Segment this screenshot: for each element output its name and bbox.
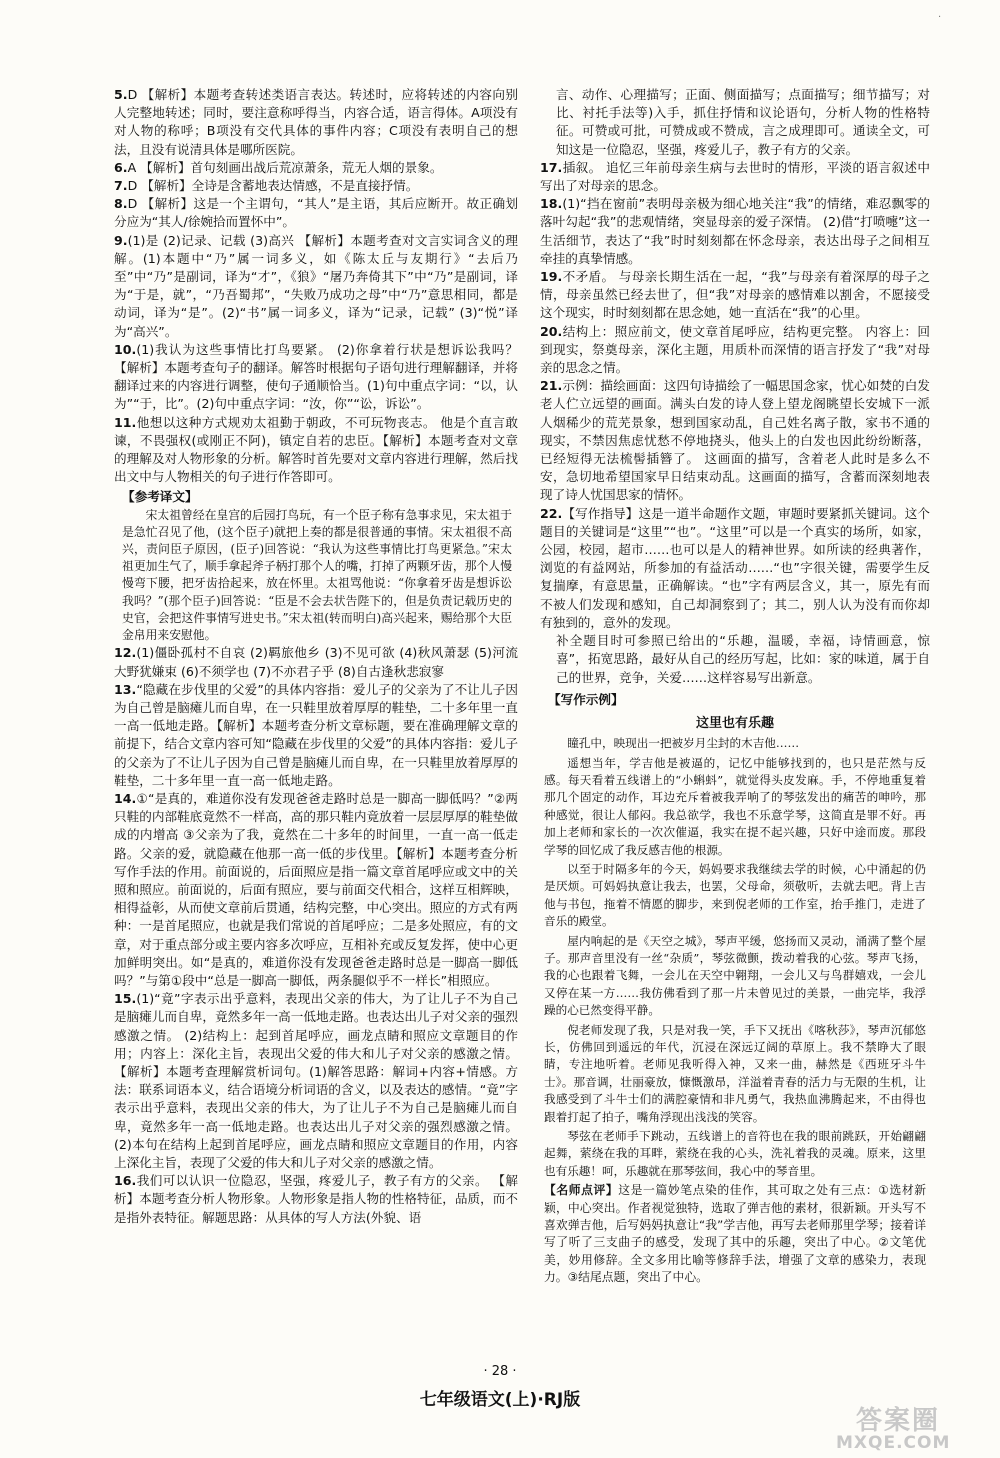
answer-number: 18.	[540, 196, 563, 212]
answer-item	[114, 681, 518, 790]
answer-item	[114, 1172, 518, 1227]
answer-item	[114, 644, 518, 680]
answer-text: ①“是真的，难道你没有发现爸爸走路时总是一脚高一脚低吗？”②两只鞋的内部鞋底竟然不一样高，高的那只鞋内竟放着一层层厚厚的鞋垫做成的内增高 ③父亲为了我，竟然在二十多年的时间里，一直一高一低走路。父亲的爱，就隐藏在他那一高一低的步伐里。【解析】本题考查分析写作手法的作用。前面说的，后面照应是指一篇文章首尾呼应或文中的关照和照应。前面说的，后面有照应，要与前面交代相合，这样互相辉映，相得益彰，从而使文章前后贯通，结构完整，中心突出。照应的方式有两种：一是首尾照应，也就是我们常说的首尾呼应；二是多处照应，有的文章，对于重点部分或主要内容多次呼应，互相补充或反复发挥，使中心更加鲜明突出。如“是真的，难道你没有发现爸爸走路时总是一脚高一脚低吗？”与第①段中“总是一脚高一脚低，两条腿似乎不一样长”相照应。	[114, 790, 518, 988]
answer-number: 11.	[114, 414, 137, 430]
answer-item	[540, 377, 930, 504]
answer-item	[540, 632, 930, 687]
answer-item	[114, 159, 518, 177]
answer-text: “隐藏在步伐里的父爱”的具体内容指：爱儿子的父亲为了不让儿子因为自己曾是脑瘫儿而自卑，在一只鞋里放着厚厚的鞋垫，二十多年里一直一高一低地走路。【解析】本题考查分析文章标题，要在准确理解文章的前提下，结合文章内容可知“隐藏在步伐里的父爱”的具体内容指：爱儿子的父亲为了不让儿子因为自己曾是脑瘫儿而自卑，在一只鞋里放着厚厚的鞋垫，二十多年里一直一高一低地走路。	[114, 681, 518, 788]
answer-number: 5.	[114, 87, 128, 102]
answer-text: A 【解析】首句刻画出战后荒凉萧条，荒无人烟的景象。	[127, 159, 443, 175]
answer-number: 19.	[540, 269, 563, 285]
left-answer-list-2	[114, 644, 518, 1227]
answer-text: D 【解析】全诗是含蓄地表达情感，不是直接抒情。	[127, 178, 419, 194]
left-column	[114, 86, 518, 1227]
translation-text: 宋太祖曾经在皇宫的后园打鸟玩，有一个臣子称有急事求见，宋太祖于是急忙召见了他，(这个臣子)就把上奏的都是很普通的事情。宋太祖很不高兴，责问臣子原因，(臣子)回答说：“我认为这些事情比打鸟更紧急。”宋太祖更加生气了，顺手拿起斧子柄打那个人的嘴，打掉了两颗牙齿，那个人慢慢弯下腰，把牙齿拾起来，放在怀里。太祖骂他说：“你拿着牙齿是想诉讼我吗？”(那个臣子)回答说：“臣是不会去状告陛下的，但是负责记载历史的史官，会把这件事情写进史书。”宋太祖(转而明白)高兴起来，赐给那个大臣金帛用来安慰他。	[122, 507, 512, 643]
answer-number: 12.	[114, 645, 137, 661]
answer-text: (1)僵卧孤村不自哀 (2)羁旅他乡 (3)不见可欲 (4)秋风萧瑟 (5)河流大野犹嫌束 (6)不须学也 (7)不亦君子乎 (8)自古逢秋悲寂寥	[114, 645, 518, 679]
answer-item	[114, 790, 518, 990]
answer-item	[540, 505, 930, 632]
answer-text: 【写作指导】这是一道半命题作文题，审题时要紧抓关键词。这个题目的关键词是“这里”“也”。“这里”可以是一个真实的场所，如家，公园，校园，超市……也可以是人的精神世界。如所读的经典著作，浏览的有益网站，所参加的有益活动……“也”字很关键，需要学生反复揣摩，有意思量，正确解读。“也”字有两层含义，其一，原先有而不被人们发现和感知，自己却洞察到了；其二，别人认为没有而你却有独到的，意外的发现。	[540, 505, 930, 630]
essay-paragraph: 遥想当年，学吉他是被逼的，记忆中能够找到的，也只是茫然与反感。每天看着五线谱上的“小蝌蚪”，就觉得头皮发麻。手，不停地重复着那几个固定的动作，耳边充斥着被我弄响了的琴弦发出的痛苦的呻吟，那种感觉，很让人郁闷。我总欲学，我也不乐意学琴，这简直是罪不好。再加上老师和家长的一次次催逼，我实在提不起兴趣，只好中途而废。那段学琴的回忆成了我反感吉他的根源。	[544, 755, 926, 857]
answer-text: 示例：描绘画面：这四句诗描绘了一幅思国念家，忧心如焚的白发老人伫立远望的画面。满头白发的诗人登上望龙阁眺望长安城下一派人烟稀少的荒芜景象，想到国家动乱，自己姓名离子散，家书不通的现实，不禁因焦虑忧愁不停地挠头，他头上的白发也因此纷纷断落，已经短得无法梳髻插簪了。 这画面的描写，含着老人此时是多么不安，急切地希望国家早日结束动乱。这画面的描写，含蓄而深刻地表现了诗人忧国思家的情怀。	[540, 378, 930, 503]
translation-heading: 【参考译文】	[122, 489, 198, 505]
answer-text: (1)我认为这些事情比打鸟要紧。 (2)你拿着行状是想诉讼我吗？ 【解析】本题考查句子的翻译。解答时根据句子语句进行理解翻译，并将翻译过来的内容进行调整，使句子通顺恰当。(1)句中重点字词：“以，认为”“于，比”。(2)句中重点字词：“汝，你”“讼，诉讼”。	[114, 341, 518, 412]
essay-paragraph: 琴弦在老师手下跳动，五线谱上的音符也在我的眼前跳跃，开始翩翩起舞，萦绕在我的耳畔，萦绕在我的心头，洗礼着我的灵魂。原来，这里也有乐趣！呵，乐趣就在那琴弦间，我心中的琴音里。	[544, 1129, 926, 1178]
answer-number: 8.	[114, 196, 128, 212]
answer-item	[540, 86, 930, 159]
essay-paragraph: 倪老师发现了我，只是对我一笑，手下又抚出《喀秋莎》，琴声沉郁悠长，仿佛回到遥远的年代，沉浸在深远辽阔的草原上。我不禁睁大了眼睛，专注地听着。老师见我听得入神，又来一曲，赫然是《西班牙斗牛士》。那音调，壮丽豪放，慷慨激昂，洋溢着青春的活力与无限的生机，让我感受到了斗牛士们的满腔豪情和非凡勇气，我热血沸腾起来，不由得也跟着打起了拍子，嘴角浮现出浅浅的笑容。	[544, 1022, 926, 1124]
answer-text: D 【解析】本题考查转述类语言表达。转述时，应将转述的内容向别人完整地转述；同时，要注意称呼得当，内容合适，语言得体。A项没有对人物的称呼；B项没有交代具体的事件内容；C项没有表明自己的想法，且没有说清具体是哪所医院。	[114, 87, 518, 157]
answer-item	[114, 990, 518, 1172]
teacher-comment	[540, 1182, 930, 1286]
answer-text: D 【解析】这是一个主谓句，“其人”是主语，其后应断开。故正确划分应为“其人/徐婉拾而置怀中”。	[114, 196, 518, 230]
answer-item	[114, 177, 518, 195]
answer-text: 结构上：照应前文，使文章首尾呼应，结构更完整。 内容上：回到现实，祭奠母亲，深化主题，用质朴而深情的语言抒发了“我”对母亲的思念之情。	[540, 323, 930, 376]
page-number: · 28 ·	[483, 1364, 517, 1379]
answer-item	[114, 414, 518, 487]
right-answer-list	[540, 86, 930, 687]
answer-item	[540, 159, 930, 195]
answer-text: 我们可以认识一位隐忍，坚强，疼爱儿子，教子有方的父亲。 【解析】本题考查分析人物形象。人物形象是指人物的性格特征，品质，而不是指外表特征。解题思路：从具体的写人方法(外貌、语	[114, 1173, 518, 1225]
answer-text: (1)“挡在窗前”表明母亲极为细心地关注“我”的情绪，难忍飘零的落叶勾起“我”的悲观情绪，突显母亲的爱子深情。 (2)借“打喷嚏”这一生活细节，表达了“我”时时刻刻都在怀念母亲，表达出母子之间相互牵挂的真挚情感。	[540, 196, 930, 266]
answer-number: 21.	[540, 378, 563, 394]
answer-item	[114, 86, 518, 159]
answer-item	[114, 232, 518, 341]
answer-item	[540, 268, 930, 323]
answer-number: 7.	[114, 178, 128, 194]
answer-item	[540, 323, 930, 378]
essay-paragraph: 瞳孔中，映现出一把被岁月尘封的木吉他……	[567, 736, 800, 751]
answer-number: 22.	[540, 505, 563, 521]
answer-number: 15.	[114, 991, 137, 1007]
essay-body	[540, 735, 930, 1180]
watermark-url: MXQE.COM	[836, 1433, 951, 1453]
answer-number: 16.	[114, 1173, 137, 1189]
answer-number: 14.	[114, 790, 137, 806]
answer-text: (1)是 (2)记录、记载 (3)高兴 【解析】本题考查对文言实词含义的理解。(1)本题中“乃”属一词多义，如《陈太丘与友期行》“去后乃至”中“乃”是副词，译为“才”，《狼》“屠乃奔倚其下”中“乃”是副词，译为“于是，就”，“乃吾蜀邦”，“失败乃成功之母”中“乃”意思相同，都是动词，译为“是”。(2)“书”属一词多义，译为“记录，记载” (3)“悦”译为“高兴”。	[114, 232, 518, 339]
answer-item	[540, 195, 930, 268]
answer-text: 补全题目时可参照已给出的“乐趣，温暖，幸福，诗情画意，惊喜”，拓宽思路，最好从自己的经历写起，比如：家的味道，属于自己的世界，竞争，关爱……这样容易写出新意。	[556, 633, 930, 685]
answer-text: 他想以这种方式规劝太祖勤于朝政，不可玩物丧志。 他是个直言敢谏，不畏强权(或刚正不阿)，镇定自若的忠臣。【解析】本题考查对文章的理解及对人物形象的分析。解答时首先要对文章内容进行理解，然后找出文中与人物相关的句子进行作答即可。	[114, 414, 518, 485]
watermark-logo: 答案圈	[856, 1406, 941, 1436]
answer-number: 9.	[114, 232, 128, 248]
comment-heading: 【名师点评】	[544, 1183, 619, 1198]
right-column	[540, 86, 930, 1287]
essay-example	[540, 691, 930, 1287]
comment-text: 这是一篇妙笔点染的佳作，其可取之处有三点：①选材新颖，中心突出。作者视觉独特，选取了弹吉他的素材，很新颖。开头写不喜欢弹吉他，后写妈妈执意让“我”学吉他，再写去老师那里学琴；接着详写了听了三支曲子的感受，发现了其中的乐趣，突出了中心。②文笔优美，妙用修辞。全文多用比喻等修辞手法，增强了文章的感染力，表现力。③结尾点题，突出了中心。	[544, 1183, 926, 1285]
essay-paragraph: 屋内响起的是《天空之城》，琴声平缓，悠扬而又灵动，涌满了整个屋子。那声音里没有一丝“杂质”，琴弦微颤，拨动着我的心弦。琴声飞扬，我的心也跟着飞舞，一会儿在天空中翱翔，一会儿又与鸟群嬉戏，一会儿又停在某一方……我仿佛看到了那一片未曾见过的美景，一曲完毕，我浮躁的心已然变得平静。	[544, 933, 926, 1018]
answer-item	[114, 195, 518, 231]
answer-number: 10.	[114, 341, 137, 357]
answer-text: 不矛盾。 与母亲长期生活在一起，“我”与母亲有着深厚的母子之情，母亲虽然已经去世了，但“我”对母亲的感情难以割舍，不愿接受这个现实，时时刻刻都在思念她，她一直活在“我”的心里。	[540, 269, 930, 321]
answer-text: (1)“竟”字表示出乎意料，表现出父亲的伟大，为了让儿子不为自己是脑瘫儿而自卑，竟然多年一高一低地走路。也表达出儿子对父亲的强烈感激之情。 (2)结构上：起到首尾呼应，画龙点睛和照应文章题目的作用；内容上：深化主旨，表现出父爱的伟大和儿子对父亲的感激之情。【解析】本题考查理解赏析词句。(1)解答思路：解词+内容+情感。方法：联系词语本义，结合语境分析词语的含义，以及表达的感情。“竟”字表示出乎意料，表现出父亲的伟大，为了让儿子不为自己是脑瘫儿而自卑，竟然多年一高一低地走路。也表达出儿子对父亲的强烈感激之情。(2)本句在结构上起到首尾呼应，画龙点睛和照应文章题目的作用，内容上深化主旨，表现了父爱的伟大和儿子对父亲的感激之情。	[114, 991, 518, 1170]
essay-title: 这里也有乐趣	[695, 715, 774, 731]
essay-heading: 【写作示例】	[548, 691, 624, 707]
answer-item	[114, 341, 518, 414]
left-answer-list	[114, 86, 518, 486]
answer-text: 言、动作、心理描写；正面、侧面描写；点面描写；细节描写；对比、衬托手法等)入手，抓住抒情和议论语句，分析人物的性格特征。可赞或可批，可赞成或不赞成，言之成理即可。通读全文，可知这是一位隐忍，坚强，疼爱儿子，教子有方的父亲。	[556, 87, 930, 157]
answer-number: 20.	[540, 323, 563, 339]
answer-number: 13.	[114, 681, 137, 697]
essay-paragraph: 以至于时隔多年的今天，妈妈要求我继续去学的时候，心中涌起的仍是厌烦。可妈妈执意让我去，也罢，父母命，须敬听，去就去吧。背上吉他与书包，拖着不情愿的脚步，来到倪老师的工作室，抬手推门，走进了音乐的殿堂。	[544, 861, 926, 929]
answer-number: 17.	[540, 159, 563, 175]
answer-number: 6.	[114, 159, 128, 175]
book-title: 七年级语文(上)·RJ版	[419, 1390, 581, 1410]
corner-mark: ·	[938, 12, 942, 23]
answer-text: 插叙。 追忆三年前母亲生病与去世时的情形，平淡的语言叙述中写出了对母亲的思念。	[540, 159, 930, 194]
